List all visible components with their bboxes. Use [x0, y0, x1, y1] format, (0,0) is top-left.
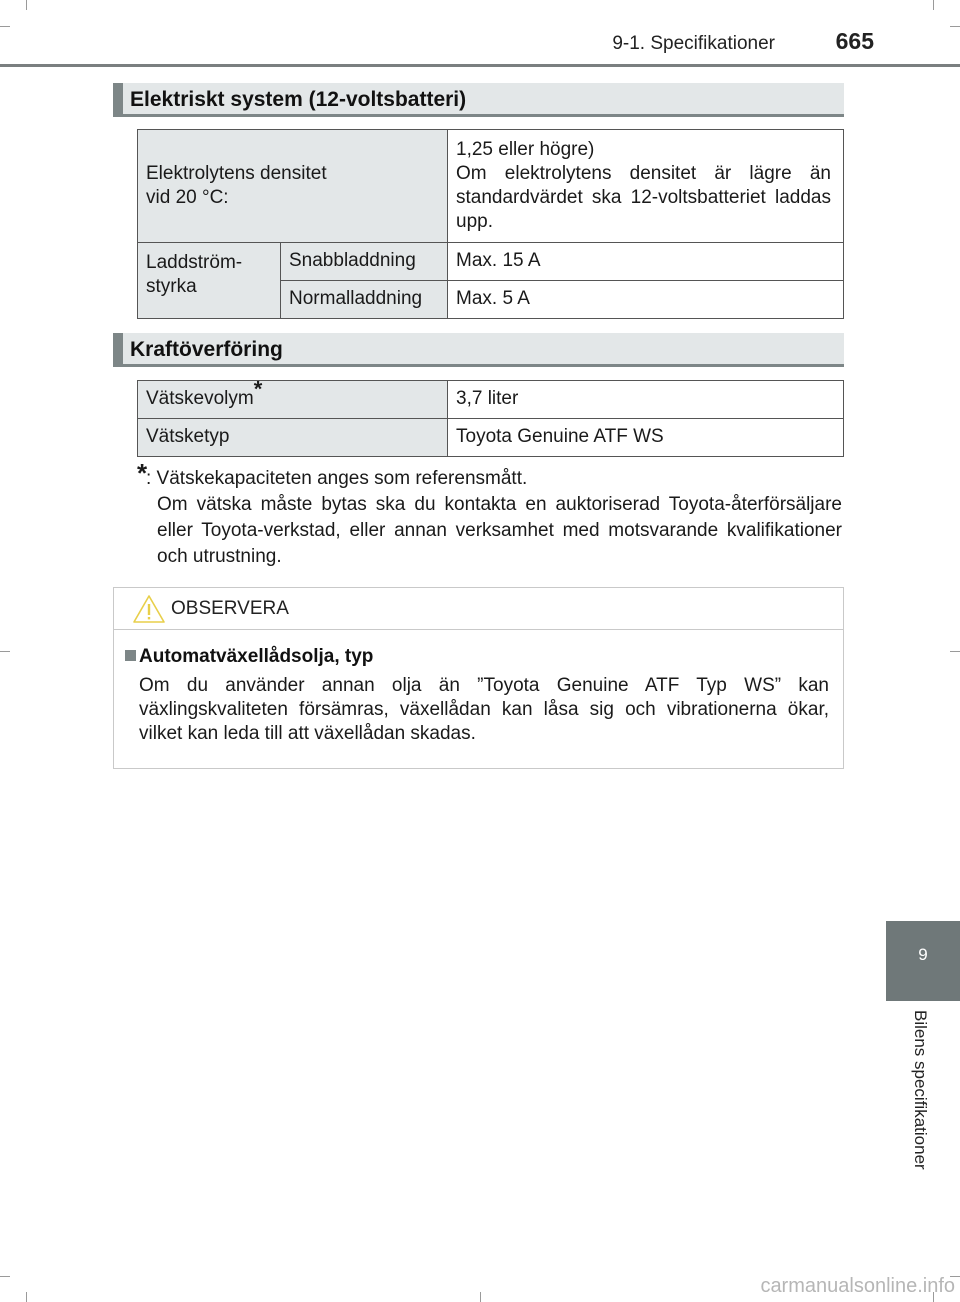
- transmission-table: [137, 376, 844, 457]
- header-section-title: 9-1. Specifikationer: [612, 33, 775, 54]
- footnote-mark: *: [253, 376, 263, 402]
- footnote-body: Om vätska måste bytas ska du kontakta en auktoriserad Toyota-återförsäljare eller Toyota-verkstad, eller annan verksamhet med motsvarande kvalifikationer och utrustning.: [157, 494, 842, 567]
- footnote-star: *: [137, 458, 148, 488]
- charge-value-cell: Max. 5 A: [448, 281, 844, 319]
- table-row: [138, 419, 844, 457]
- page-number: 665: [835, 28, 874, 54]
- charge-value-cell: Max. 15 A: [448, 243, 844, 281]
- crop-mark: [933, 0, 934, 10]
- charge-label-line2: styrka: [146, 276, 197, 297]
- table-row: [138, 381, 844, 419]
- caution-body: Om du använder annan olja än ”Toyota Genuine ATF Typ WS” kan växlingskvaliteten försämras, växellådan kan låsa sig och vibrationerna ökar, vilket kan leda till att växellådan skadas.: [139, 675, 829, 744]
- density-label-line1: Elektrolytens densitet: [146, 163, 327, 184]
- footnote-lead: : Vätskekapaciteten anges som referensmått.: [146, 468, 528, 489]
- chapter-tab: [886, 921, 960, 1001]
- crop-mark: [0, 1276, 10, 1277]
- header-rule: [0, 64, 960, 67]
- density-label-cell: [138, 130, 448, 243]
- charge-mode-cell: Normalladdning: [281, 281, 448, 319]
- section-heading-text: Kraftöverföring: [130, 338, 283, 361]
- density-label-line2: vid 20 °C:: [146, 187, 229, 208]
- section-heading-transmission: [113, 333, 844, 367]
- crop-mark: [480, 1292, 481, 1302]
- crop-mark: [26, 0, 27, 10]
- charge-label-line1: Laddström-: [146, 252, 243, 273]
- density-value-cell: [448, 130, 844, 243]
- warning-triangle-icon: [132, 594, 166, 624]
- caution-label: OBSERVERA: [171, 598, 289, 619]
- chapter-number: 9: [918, 945, 928, 964]
- chapter-label-text: Bilens specifikationer: [911, 1010, 930, 1170]
- table-row: [138, 130, 844, 243]
- density-value: 1,25 eller högre): [456, 139, 595, 160]
- caution-header: [114, 588, 843, 630]
- heading-bar: [113, 83, 123, 114]
- charge-label-cell: [138, 243, 281, 319]
- crop-mark: [26, 1292, 27, 1302]
- caution-title: Automatväxellådsolja, typ: [139, 646, 374, 667]
- electrical-table: [137, 129, 844, 319]
- type-label-cell: Vätsketyp: [138, 419, 448, 457]
- bullet-square-icon: [125, 650, 136, 661]
- volume-label-cell: [138, 376, 448, 419]
- table-row: [138, 243, 844, 281]
- chapter-label: [908, 1010, 932, 1200]
- charge-mode-cell: Snabbladdning: [281, 243, 448, 281]
- watermark: carmanualsonline.info: [760, 1275, 955, 1297]
- crop-mark: [0, 26, 10, 27]
- caution-box: [113, 587, 844, 769]
- type-value-cell: Toyota Genuine ATF WS: [448, 419, 844, 457]
- section-heading-electrical: [113, 83, 844, 117]
- crop-mark: [950, 651, 960, 652]
- volume-value-cell: 3,7 liter: [448, 381, 844, 419]
- crop-mark: [950, 26, 960, 27]
- crop-mark: [0, 651, 10, 652]
- heading-bar: [113, 333, 123, 364]
- density-note: Om elektrolytens densitet är lägre än standardvärdet ska 12-voltsbatteriet laddas upp.: [456, 163, 831, 232]
- volume-label: Vätskevolym: [146, 388, 254, 409]
- section-heading-text: Elektriskt system (12-voltsbatteri): [130, 88, 467, 111]
